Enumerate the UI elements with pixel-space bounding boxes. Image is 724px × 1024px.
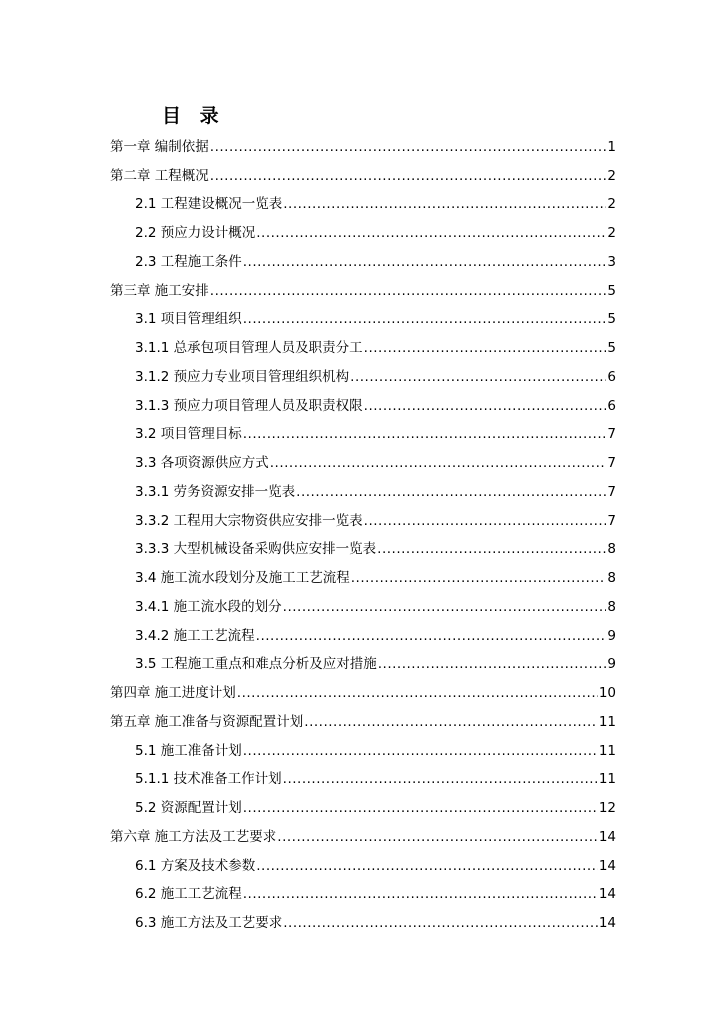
toc-entry-page-number: 6 [607,397,616,414]
toc-dot-leader [364,339,607,357]
toc-dot-leader [210,282,607,300]
toc-entry-page-number: 9 [607,656,616,673]
toc-entry[interactable] [110,706,616,735]
toc-dot-leader [277,828,598,846]
toc-dot-leader [210,167,607,185]
toc-entry-page-number: 14 [598,828,616,845]
toc-entry-page-number: 14 [598,915,616,931]
toc-dot-leader [243,253,607,271]
toc-dot-leader [256,857,598,875]
toc-entry-label: 3.1.2 预应力专业项目管理组织机构 [135,368,350,385]
toc-entry-label: 3.1.1 总承包项目管理人员及职责分工 [135,340,363,356]
toc-entry-page-number: 5 [607,340,616,356]
toc-entry-label: 3.5 工程施工重点和难点分析及应对措施 [135,656,377,673]
toc-title: 目 录 [162,105,225,127]
toc-dot-leader [243,742,598,760]
toc-entry-label: 2.2 预应力设计概况 [135,225,256,241]
toc-entry-label: 2.1 工程建设概况一览表 [135,196,283,213]
toc-entry-label: 5.1 施工准备计划 [135,742,242,759]
toc-dot-leader [296,483,606,501]
toc-entry-label: 3.3.2 工程用大宗物资供应安排一览表 [135,512,363,529]
toc-entry-label: 3.3.1 劳务资源安排一览表 [135,483,296,500]
toc-dot-leader [378,655,607,673]
toc-entry[interactable] [135,419,616,448]
toc-entry-label: 第一章 编制依据 [110,138,209,155]
toc-entry[interactable] [135,246,616,275]
toc-dot-leader [283,195,606,213]
toc-entry[interactable] [135,505,616,534]
toc-entry-page-number: 7 [607,483,616,500]
toc-entry-page-number: 3 [607,253,616,270]
toc-entry-page-number: 11 [598,771,616,788]
toc-entry[interactable] [135,332,616,361]
toc-entry[interactable] [135,361,616,390]
toc-entry-label: 第五章 施工准备与资源配置计划 [110,713,304,730]
toc-entry-page-number: 2 [607,196,616,213]
toc-entry-label: 2.3 工程施工条件 [135,253,242,270]
toc-dot-leader [270,454,607,472]
toc-entry[interactable] [135,620,616,649]
toc-dot-leader [304,713,598,731]
toc-entry-page-number: 11 [598,713,616,730]
toc-entry[interactable] [135,649,616,678]
toc-entry-page-number: 8 [607,570,616,586]
toc-entry[interactable] [135,476,616,505]
toc-entry-label: 6.1 方案及技术参数 [135,857,256,874]
toc-entry-label: 3.2 项目管理目标 [135,426,242,443]
toc-dot-leader [243,425,607,443]
toc-entry[interactable] [135,879,616,908]
toc-entry-page-number: 2 [607,225,616,241]
toc-dot-leader [350,368,606,386]
toc-entry[interactable] [135,534,616,563]
toc-entry-label: 3.1.3 预应力项目管理人员及职责权限 [135,397,363,414]
toc-entry-label: 第三章 施工安排 [110,282,209,299]
toc-dot-leader [283,770,598,788]
toc-entry[interactable] [135,850,616,879]
toc-entry-page-number: 5 [607,311,616,328]
toc-entry-page-number: 8 [607,598,616,615]
toc-entry-label: 3.4.2 施工工艺流程 [135,627,255,644]
toc-dot-leader [364,397,607,415]
toc-dot-leader [283,914,598,932]
toc-entry-label: 6.2 施工工艺流程 [135,886,242,903]
toc-entry-label: 3.3.3 大型机械设备采购供应安排一览表 [135,541,377,558]
toc-dot-leader [243,310,607,328]
toc-entry[interactable] [110,131,616,160]
toc-entry[interactable] [135,735,616,764]
toc-entry-label: 第二章 工程概况 [110,167,209,184]
toc-entry-page-number: 6 [607,368,616,385]
toc-entry[interactable] [135,217,616,246]
toc-dot-leader [364,512,607,530]
toc-entry-label: 3.3 各项资源供应方式 [135,455,269,471]
toc-entry-page-number: 12 [598,800,616,816]
toc-entry[interactable] [135,304,616,333]
toc-entry-page-number: 10 [598,685,616,701]
toc-entry[interactable] [135,562,616,591]
toc-entry[interactable] [135,764,616,793]
toc-list [0,131,724,936]
toc-entry-page-number: 1 [607,138,616,155]
toc-entry[interactable] [135,792,616,821]
toc-dot-leader [256,224,606,242]
toc-entry[interactable] [135,447,616,476]
toc-entry-page-number: 7 [607,426,616,443]
toc-entry[interactable] [110,275,616,304]
toc-entry[interactable] [110,821,616,850]
toc-entry-page-number: 14 [598,886,616,903]
toc-entry-page-number: 8 [607,541,616,558]
toc-entry-page-number: 7 [607,512,616,529]
toc-dot-leader [237,684,598,702]
toc-entry[interactable] [110,677,616,706]
toc-dot-leader [243,885,598,903]
toc-entry-page-number: 5 [607,282,616,299]
toc-dot-leader [256,627,607,645]
toc-entry-label: 3.4.1 施工流水段的划分 [135,598,282,615]
toc-dot-leader [377,540,606,558]
toc-entry[interactable] [135,591,616,620]
toc-entry-page-number: 2 [607,167,616,184]
toc-entry-label: 3.1 项目管理组织 [135,311,242,328]
toc-dot-leader [210,138,607,156]
toc-entry-page-number: 7 [607,455,616,471]
toc-dot-leader [283,598,607,616]
toc-entry[interactable] [110,160,616,189]
toc-entry-label: 3.4 施工流水段划分及施工工艺流程 [135,570,350,586]
toc-entry-page-number: 9 [607,627,616,644]
toc-entry-label: 第四章 施工进度计划 [110,685,236,701]
toc-entry[interactable] [135,390,616,419]
toc-entry[interactable] [135,907,616,936]
toc-entry-label: 5.2 资源配置计划 [135,800,242,816]
toc-entry-page-number: 11 [598,742,616,759]
toc-dot-leader [351,569,607,587]
toc-entry-label: 第六章 施工方法及工艺要求 [110,828,277,845]
toc-dot-leader [243,799,598,817]
toc-entry-page-number: 14 [598,857,616,874]
toc-entry[interactable] [135,189,616,218]
toc-entry-label: 6.3 施工方法及工艺要求 [135,915,283,931]
toc-entry-label: 5.1.1 技术准备工作计划 [135,771,282,788]
